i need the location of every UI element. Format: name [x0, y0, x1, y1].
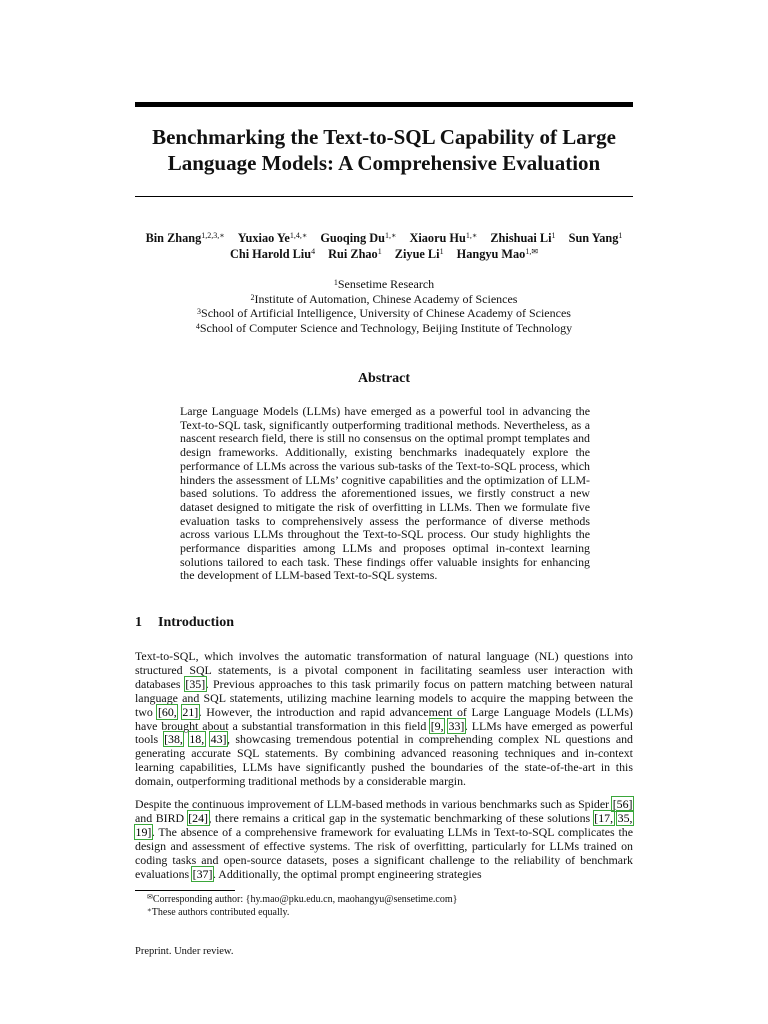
- citation-link[interactable]: 33]: [448, 718, 465, 733]
- citation-link[interactable]: 43]: [210, 732, 227, 747]
- author-list: [120, 230, 648, 262]
- footnote-rule: [135, 890, 235, 891]
- footnote-corresponding-author: ✉Corresponding author: {hy.mao@pku.edu.cn, maohangyu@sensetime.com}: [147, 893, 458, 905]
- citation-link[interactable]: [38,: [164, 732, 183, 747]
- author: Guoqing $Du^{1,∗}$: [320, 231, 397, 245]
- paper-title: Benchmarking the Text-to-SQL Capability of Large Language Models: A Comprehensive Evaluation: [152, 125, 616, 175]
- section-number: 1: [135, 615, 142, 630]
- citation-link[interactable]: [60,: [157, 704, 177, 719]
- author: Zhishuai Li$^1$: [490, 231, 556, 245]
- affiliation: $^1$Sensetime Research: [333, 277, 435, 291]
- citation-link[interactable]: [24]: [188, 810, 208, 825]
- citation-link[interactable]: [56]: [612, 797, 633, 811]
- introduction-paragraph-2: Despite the continuous improvement of LLM-based methods in various benchmarks such as Spider [56] and BIRD [24], there remains a critical gap in the systematic benchmarking of these solutions [17, 35, 19]. The absence of a comprehensive framework for evaluating LLMs in Text-to-SQL complicates the design and assessment of effective systems. The risk of overfitting, particularly for LLMs trained on coding tasks and open-source datasets, poses a significant challenge to the reliability of benchmark evaluations [37]. Additionally, the optimal prompt engineering strategies: [135, 797, 633, 881]
- author-row: [120, 230, 648, 246]
- author: Hangyu Mao$^{1,✉}$: [456, 247, 539, 261]
- citation-link[interactable]: [9,: [430, 718, 444, 733]
- section-title: Introduction: [158, 615, 234, 630]
- affiliation: $^3$School of Artificial Intelligence, University of Chinese Academy of Sciences: [197, 306, 571, 320]
- author: Sun Yang$^1$: [568, 231, 623, 245]
- title-top-rule: [135, 102, 633, 107]
- author: Ziyue Li$^1$: [394, 247, 444, 261]
- section-heading-introduction: [135, 615, 234, 631]
- citation-link[interactable]: 18,: [189, 732, 205, 747]
- affiliation: $^2$Institute of Automation, Chinese Academy of Sciences: [250, 291, 518, 306]
- abstract-heading: Abstract: [357, 371, 411, 386]
- author: Yuxiao $Ye^{1,4,∗}$: [237, 231, 308, 245]
- author: Rui Zhao$^1$: [328, 247, 382, 261]
- footnote-equal-contribution: ∗These authors contributed equally.: [147, 906, 290, 918]
- title-bottom-rule: [135, 196, 633, 197]
- citation-link[interactable]: [35]: [185, 676, 206, 691]
- citation-link[interactable]: [37]: [192, 866, 213, 881]
- author: Chi Harold Liu$^4$: [229, 247, 316, 261]
- author-row: [120, 246, 648, 262]
- abstract-text: Large Language Models (LLMs) have emerged as a powerful tool in advancing the Text-to-SQL task, significantly outperforming traditional methods. Nevertheless, as a nascent research field, there is still no consensus on the optimal prompt templates and design frameworks. Additionally, existing benchmarks inadequately explore the performance of LLMs across the various sub-tasks of the Text-to-SQL process, which hinders the assessment of LLMs’ cognitive capabilities and the optimization of LLM-based solutions. To address the aforementioned issues, we firstly construct a new dataset designed to mitigate the risk of overfitting in LLMs. Then we formulate five evaluation tasks to comprehensively assess the performance of diverse methods across various LLMs throughout the Text-to-SQL process. Our study highlights the performance disparities among LLMs and proposes optimal in-context learning solutions tailored to each task. These findings offer valuable insights for enhancing the development of LLM-based Text-to-SQL systems.: [180, 404, 590, 583]
- affiliation-list: [120, 277, 648, 335]
- preprint-note: Preprint. Under review.: [135, 946, 234, 957]
- citation-link[interactable]: 19]: [135, 824, 152, 839]
- author: Xiaoru $Hu^{1,∗}$: [409, 231, 478, 245]
- introduction-paragraph-1: Text-to-SQL, which involves the automatic transformation of natural language (NL) questions into structured SQL statements, is a pivotal component in facilitating seamless user interaction with databases [35]. Previous approaches to this task primarily focus on pattern matching between natural language and SQL statements, utilizing machine learning models to acquire the mapping between the two [60, 21]. However, the introduction and rapid advancement of Large Language Models (LLMs) have brought about a substantial transformation in this field [9, 33]. LLMs have emerged as powerful tools [38, 18, 43], showcasing tremendous potential in comprehending complex NL questions and generating accurate SQL statements. By combining advanced reasoning techniques and in-context learning capabilities, LLMs have significantly pushed the boundaries of the state-of-the-art in this domain, outperforming traditional methods by a considerable margin.: [135, 649, 633, 789]
- citation-link[interactable]: [17,: [594, 810, 614, 825]
- author: Bin Zhang$^{1,2,3,∗}$: [145, 231, 225, 245]
- citation-link[interactable]: 21]: [182, 704, 199, 719]
- citation-link[interactable]: 35,: [617, 810, 633, 825]
- affiliation: $^4$School of Computer Science and Technology, Beijing Institute of Technology: [195, 320, 573, 335]
